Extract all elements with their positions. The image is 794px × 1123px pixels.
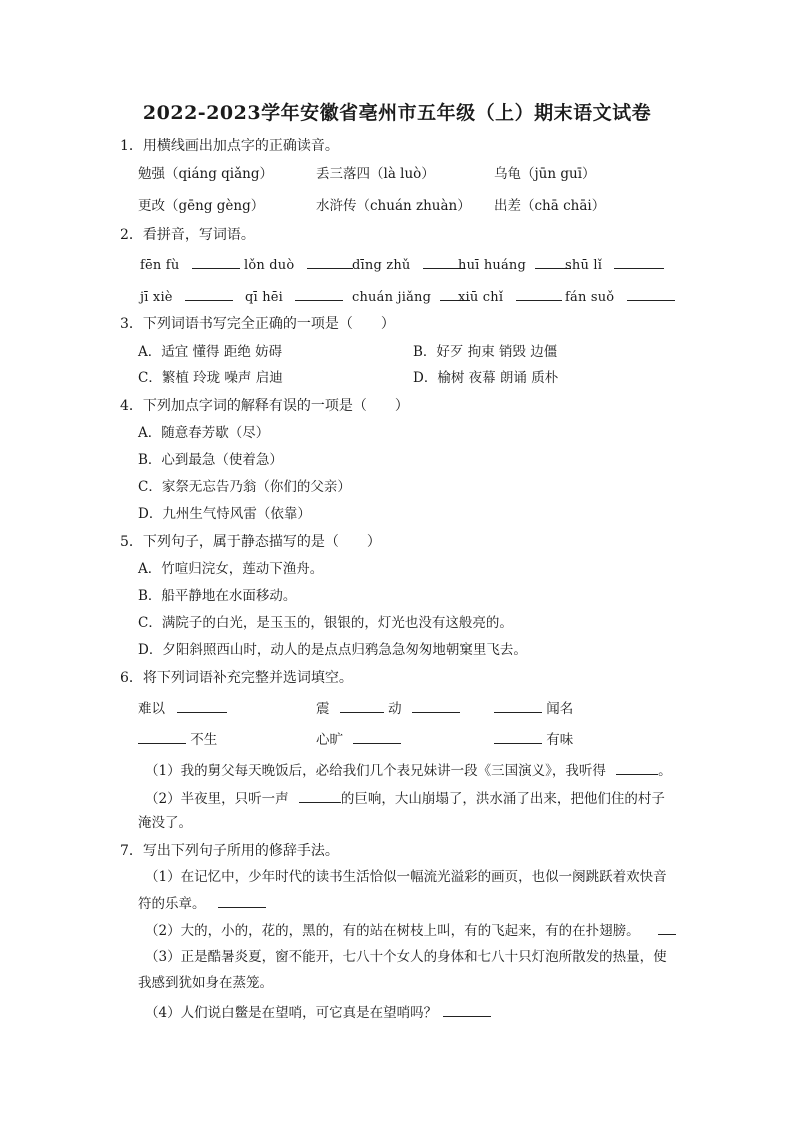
sentence-text: （2）大的，小的，花的，黑的，有的站在树枝上叫，有的飞起来，有的在扑翅膀。 — [145, 923, 640, 939]
q7-sentence — [138, 893, 266, 914]
answer-blank[interactable] — [295, 286, 343, 301]
q7-stem: 7．写出下列句子所用的修辞手法。 — [120, 843, 339, 859]
q6-word — [316, 729, 401, 750]
q1-item: 出差（chā chāi） — [494, 198, 606, 214]
sentence-text: （1）我的舅父每天晚饭后，必给我们几个表兄妹讲一段《三国演义》，我听得 — [145, 763, 606, 779]
answer-blank[interactable] — [658, 920, 676, 935]
sentence-text: （4）人们说白鳖是在望哨，可它真是在望哨吗？ — [145, 1005, 438, 1021]
q2-pinyin — [458, 286, 562, 308]
q3-stem: 3．下列词语书写完全正确的一项是（ ） — [120, 316, 395, 332]
q6-sentence — [145, 788, 665, 809]
q5-option[interactable]: D．夕阳斜照西山时，动人的是点点归鸦急急匆匆地朝窠里飞去。 — [138, 642, 527, 658]
pinyin-text: chuán jiǎng — [352, 290, 432, 305]
q1-stem: 1．用横线画出加点字的正确读音。 — [120, 138, 339, 154]
q2-pinyin — [245, 286, 343, 308]
q3-option-d[interactable]: D．榆树 夜幕 朗诵 质朴 — [413, 370, 559, 386]
answer-blank[interactable] — [516, 286, 562, 301]
pinyin-text: lǒn duò — [244, 258, 295, 273]
pinyin-text: dīng zhǔ — [352, 258, 411, 273]
q6-sentence — [145, 760, 672, 781]
sentence-text: （2）半夜里，只听一声 — [145, 791, 289, 807]
q2-pinyin — [565, 254, 664, 276]
q6-word — [494, 729, 573, 750]
q1-item: 水浒传（chuán zhuàn） — [316, 198, 471, 214]
q6-word — [316, 698, 460, 719]
q1-item: 更改（gēng gèng） — [138, 198, 265, 214]
q5-option[interactable]: C．满院子的白光，是玉玉的，银银的，灯光也没有这般亮的。 — [138, 615, 513, 631]
q2-stem: 2．看拼音，写词语。 — [120, 227, 255, 243]
q1-item: 乌龟（jūn guī） — [494, 166, 596, 182]
q7-sentence: （3）正是酷暑炎夏，窗不能开，七八十个女人的身体和七八十只灯泡所散发的热量，使 — [145, 949, 667, 965]
pinyin-text: huī huáng — [458, 258, 527, 273]
word-text: 有味 — [546, 732, 574, 748]
q2-pinyin — [565, 286, 675, 308]
pinyin-text: fán suǒ — [565, 290, 615, 305]
pinyin-text: shū lǐ — [565, 258, 603, 273]
q4-option[interactable]: A．随意春芳歇（尽） — [138, 425, 270, 441]
q7-sentence: （1）在记忆中，少年时代的读书生活恰似一幅流光溢彩的画页，也似一阕跳跃着欢快音 — [145, 869, 667, 885]
q6-stem: 6．将下列词语补充完整并选词填空。 — [120, 670, 353, 686]
q2-pinyin — [458, 254, 571, 276]
answer-blank[interactable] — [307, 254, 353, 269]
q3-option-a[interactable]: A．适宜 懂得 距绝 妨碍 — [138, 344, 283, 360]
q2-pinyin — [352, 286, 470, 308]
pinyin-text: fēn fù — [140, 258, 180, 273]
answer-blank[interactable] — [177, 698, 227, 713]
answer-blank[interactable] — [616, 760, 658, 775]
answer-blank[interactable] — [494, 698, 542, 713]
q4-option[interactable]: D．九州生气恃风雷（依靠） — [138, 506, 311, 522]
word-text: 心旷 — [316, 732, 343, 748]
sentence-text: 。 — [658, 763, 672, 779]
pinyin-text: qī hēi — [245, 290, 284, 305]
sentence-text: 符的乐章。 — [138, 896, 206, 912]
word-text: 难以 — [138, 701, 165, 717]
word-text: 闻名 — [546, 701, 574, 717]
answer-blank[interactable] — [138, 729, 186, 744]
word-text: 不生 — [190, 732, 218, 748]
q7-sentence — [145, 920, 676, 941]
pinyin-text: xiū chǐ — [458, 290, 504, 305]
answer-blank[interactable] — [443, 1002, 491, 1017]
word-text: 震 — [316, 701, 330, 717]
q1-item: 勉强（qiáng qiǎng） — [138, 166, 273, 182]
answer-blank[interactable] — [614, 254, 664, 269]
answer-blank[interactable] — [353, 729, 401, 744]
q4-option[interactable]: B．心到最急（使着急） — [138, 452, 283, 468]
q4-stem: 4．下列加点字词的解释有误的一项是（ ） — [120, 398, 409, 414]
answer-blank[interactable] — [412, 698, 460, 713]
q2-pinyin — [140, 286, 233, 308]
q2-pinyin — [140, 254, 240, 276]
answer-blank[interactable] — [299, 788, 341, 803]
answer-blank[interactable] — [185, 286, 233, 301]
q1-item: 丢三落四（là luò） — [316, 166, 435, 182]
sentence-text: 的巨响，大山崩塌了，洪水涌了出来，把他们住的村子 — [340, 791, 665, 807]
q6-word — [138, 729, 217, 750]
exam-title: 2022-2023学年安徽省亳州市五年级（上）期末语文试卷 — [142, 102, 652, 124]
q5-option[interactable]: A．竹喧归浣女，莲动下渔舟。 — [138, 561, 324, 577]
word-text: 动 — [388, 701, 402, 717]
q2-pinyin — [352, 254, 465, 276]
q4-option[interactable]: C．家祭无忘告乃翁（你们的父亲） — [138, 479, 351, 495]
q6-sentence: 淹没了。 — [138, 815, 192, 831]
answer-blank[interactable] — [192, 254, 240, 269]
answer-blank[interactable] — [218, 893, 266, 908]
answer-blank[interactable] — [494, 729, 542, 744]
answer-blank[interactable] — [340, 698, 384, 713]
q6-word — [138, 698, 227, 719]
q5-stem: 5．下列句子，属于静态描写的是（ ） — [120, 534, 381, 550]
q5-option[interactable]: B．船平静地在水面移动。 — [138, 588, 297, 604]
pinyin-text: jī xiè — [140, 290, 173, 305]
q2-pinyin — [244, 254, 353, 276]
q3-option-c[interactable]: C．繁植 玲珑 噪声 启迪 — [138, 370, 283, 386]
q3-option-b[interactable]: B．好歹 拘束 销毁 边僵 — [413, 344, 558, 360]
q7-sentence: 我感到犹如身在蒸笼。 — [138, 975, 273, 991]
q6-word — [494, 698, 573, 719]
q7-sentence — [145, 1002, 491, 1023]
answer-blank[interactable] — [627, 286, 675, 301]
